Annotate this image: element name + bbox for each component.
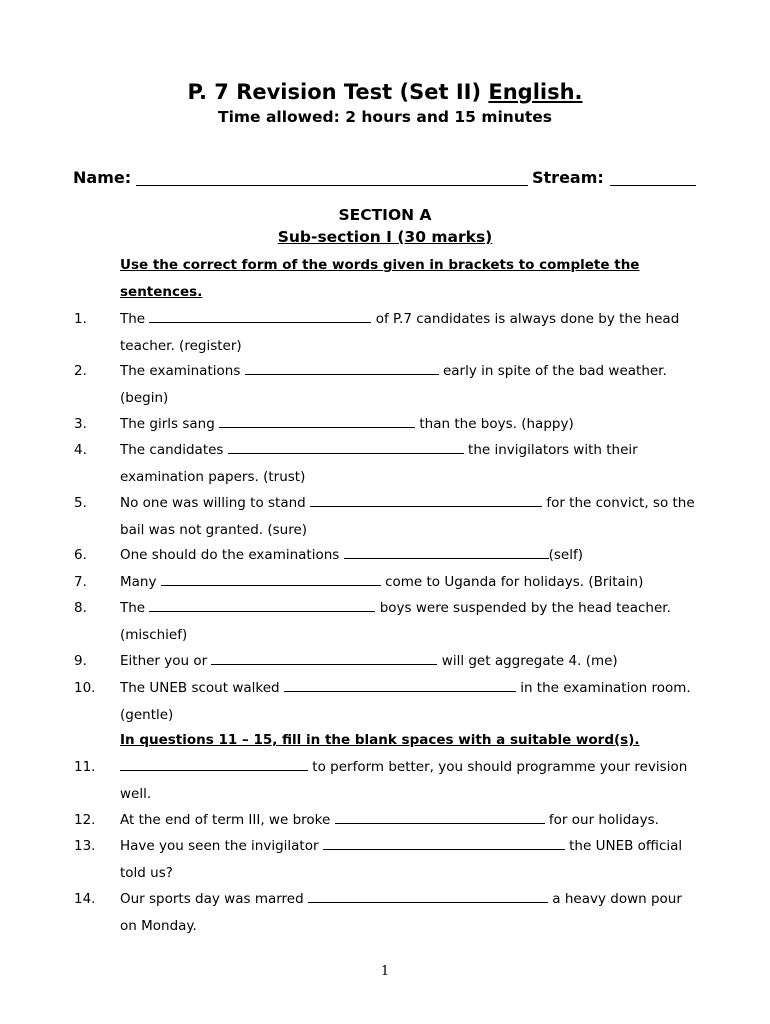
- question-text-before: The: [120, 311, 146, 327]
- answer-blank[interactable]: [310, 494, 542, 507]
- question-text-after: come to Uganda for holidays. (Britain): [385, 574, 644, 590]
- question-text-after: in the examination room. (gentle): [120, 680, 691, 723]
- question-text-before: One should do the examinations: [120, 547, 340, 563]
- question-number: 3.: [74, 416, 87, 432]
- question-text: [120, 542, 700, 569]
- answer-blank[interactable]: [308, 890, 548, 903]
- page-number: 1: [380, 964, 390, 979]
- instruction-part1: Use the correct form of the words given in brackets to complete the sentences.: [120, 257, 640, 300]
- question-text: [120, 490, 700, 543]
- instruction-part2: In questions 11 – 15, fill in the blank spaces with a suitable word(s).: [120, 732, 640, 748]
- question-text-after: for our holidays.: [548, 812, 659, 828]
- question-text-before: Many: [120, 574, 157, 590]
- answer-blank[interactable]: [219, 415, 415, 428]
- question-number: 5.: [74, 495, 87, 511]
- question-text: [120, 595, 700, 648]
- question-number: 1.: [74, 311, 87, 327]
- question-text-before: No one was willing to stand: [120, 495, 306, 511]
- question-text-before: Our sports day was marred: [120, 891, 304, 907]
- question-text-before: Either you or: [120, 653, 208, 669]
- answer-blank[interactable]: [149, 599, 375, 612]
- answer-blank[interactable]: [344, 546, 549, 559]
- answer-blank[interactable]: [335, 811, 545, 824]
- title-subject: English.: [488, 80, 583, 104]
- question-number: 13.: [74, 838, 96, 854]
- question-text-before: The candidates: [120, 442, 224, 458]
- question-text-after: (self): [548, 547, 584, 563]
- question-text: [120, 411, 700, 438]
- time-allowed: Time allowed: 2 hours and 15 minutes: [218, 108, 552, 126]
- question-number: 8.: [74, 600, 87, 616]
- question-text-after: boys were suspended by the head teacher. (mischief): [120, 600, 671, 643]
- question-text-before: Have you seen the invigilator: [120, 838, 319, 854]
- question-text-before: At the end of term III, we broke: [120, 812, 331, 828]
- question-text-after: the invigilators with their examination papers. (trust): [120, 442, 638, 485]
- question-number: 7.: [74, 574, 87, 590]
- question-text: [120, 833, 700, 886]
- question-text-after: the UNEB official told us?: [120, 838, 683, 881]
- subsection-heading: Sub-section I (30 marks): [277, 228, 493, 246]
- question-number: 14.: [74, 891, 96, 907]
- question-text-before: The UNEB scout walked: [120, 680, 280, 696]
- question-text: [120, 306, 700, 359]
- question-text-after: for the convict, so the bail was not granted. (sure): [120, 495, 695, 538]
- answer-blank[interactable]: [284, 679, 516, 692]
- answer-blank[interactable]: [245, 362, 439, 375]
- question-text-after: of P.7 candidates is always done by the head teacher. (register): [120, 311, 680, 354]
- question-number: 2.: [74, 363, 87, 379]
- student-info-row: [73, 168, 697, 190]
- question-text: [120, 807, 700, 834]
- question-text-after: than the boys. (happy): [419, 416, 574, 432]
- name-label: Name:: [73, 168, 132, 187]
- question-text: [120, 754, 700, 807]
- answer-blank[interactable]: [323, 837, 565, 850]
- page-title: [0, 80, 770, 104]
- question-text: [120, 358, 700, 411]
- answer-blank[interactable]: [211, 652, 437, 665]
- question-number: 6.: [74, 547, 87, 563]
- question-number: 4.: [74, 442, 87, 458]
- stream-blank[interactable]: [610, 185, 696, 186]
- answer-blank[interactable]: [228, 441, 464, 454]
- question-text: [120, 569, 700, 596]
- question-number: 11.: [74, 759, 96, 775]
- question-number: 9.: [74, 653, 87, 669]
- question-text: [120, 437, 700, 490]
- question-number: 12.: [74, 812, 96, 828]
- question-number: 10.: [74, 680, 96, 696]
- question-text-after: will get aggregate 4. (me): [441, 653, 618, 669]
- question-text: [120, 675, 700, 728]
- title-main: P. 7 Revision Test (Set II): [187, 80, 482, 104]
- question-text-after: to perform better, you should programme your revision well.: [120, 759, 688, 802]
- name-blank[interactable]: [136, 185, 528, 186]
- question-text-before: The girls sang: [120, 416, 215, 432]
- question-text-before: The: [120, 600, 146, 616]
- answer-blank[interactable]: [161, 573, 381, 586]
- section-heading: SECTION A: [338, 206, 432, 224]
- stream-label: Stream:: [532, 168, 604, 187]
- answer-blank[interactable]: [149, 310, 371, 323]
- question-text: [120, 886, 700, 939]
- answer-blank[interactable]: [120, 758, 308, 771]
- question-text: [120, 648, 700, 675]
- question-text-after: early in spite of the bad weather. (begin): [120, 363, 667, 406]
- question-text-after: a heavy down pour on Monday.: [120, 891, 682, 934]
- question-text-before: The examinations: [120, 363, 241, 379]
